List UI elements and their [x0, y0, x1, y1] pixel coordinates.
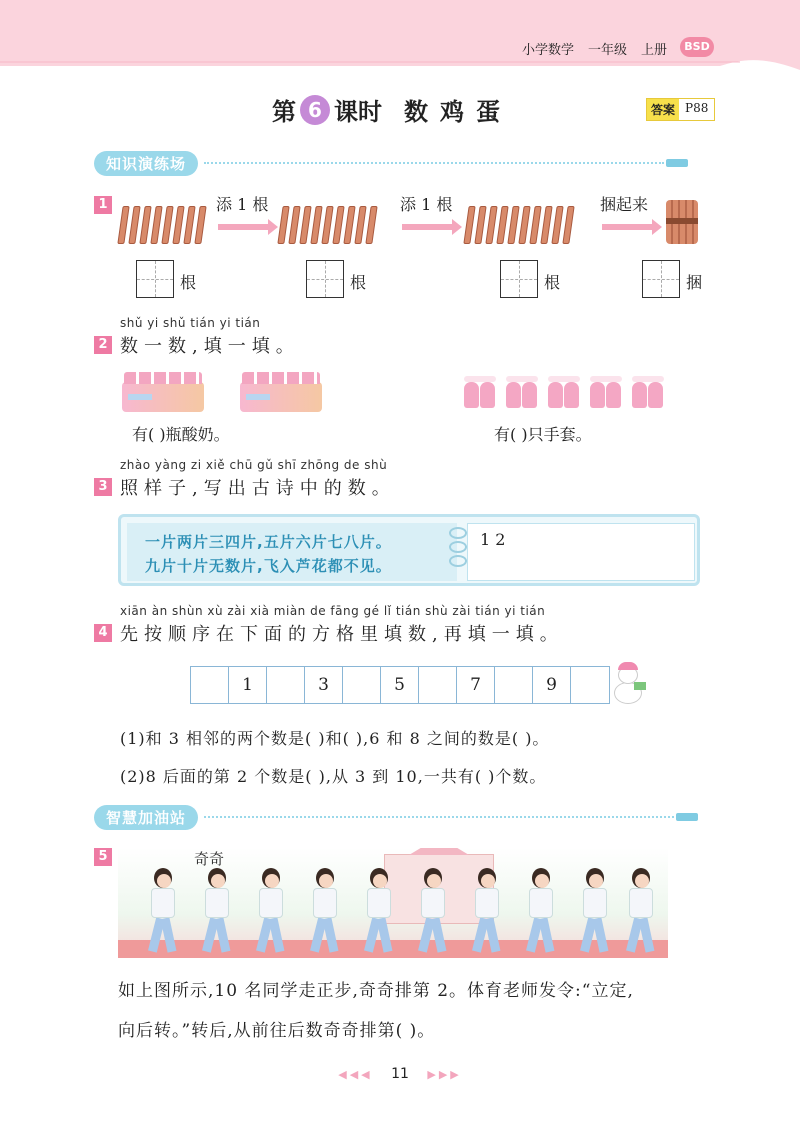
answer-page: P88 — [679, 99, 714, 120]
grid-cell: 7 — [457, 667, 495, 703]
question-number-3: 3 — [94, 478, 112, 496]
student-figure — [362, 868, 396, 956]
q5-text-line-1: 如上图所示,10 名同学走正步,奇奇排第 2。体育老师发令:“立定, — [118, 981, 634, 1001]
sticks-group-3 — [466, 206, 572, 244]
q4-text: 先按顺序在下面的方格里填数,再填一填。 — [120, 624, 564, 645]
section-practice — [94, 150, 688, 176]
student-figure — [200, 868, 234, 956]
arrow-right-icon — [602, 224, 652, 230]
poem-line-1: 一片两片三四片,五片六片七八片。 — [145, 533, 392, 551]
title-suffix: 课时 — [334, 97, 382, 126]
question-number-2: 2 — [94, 336, 112, 354]
page-footer — [0, 1066, 800, 1082]
header-info — [522, 39, 667, 58]
q1-bundle-label: 捆起来 — [600, 195, 649, 214]
lesson-name: 数鸡蛋 — [404, 97, 512, 126]
q4-subquestion-2[interactable]: (2)8 后面的第 2 个数是( ),从 3 到 10,一共有( )个数。 — [120, 767, 547, 786]
grid-cell[interactable] — [495, 667, 533, 703]
grid-cell: 1 — [229, 667, 267, 703]
answer-box-1[interactable] — [136, 260, 174, 298]
unit-label-3: 根 — [544, 273, 561, 292]
lesson-number: 6 — [300, 95, 330, 125]
student-figure — [578, 868, 612, 956]
section-bonus — [94, 804, 698, 830]
edition-badge: BSD — [680, 37, 714, 57]
answer-box-3[interactable] — [500, 260, 538, 298]
poem-example-numbers: 1 2 — [480, 530, 506, 549]
arrow-right-icon — [218, 224, 268, 230]
poem-panel — [127, 523, 457, 581]
answer-label: 答案 — [647, 99, 679, 120]
sticks-group-1 — [120, 206, 204, 244]
student-figure — [416, 868, 450, 956]
q5-text-line-2[interactable]: 向后转。”转后,从前往后数奇奇排第( )。 — [118, 1021, 436, 1041]
q2-mitten-fill[interactable]: 有( )只手套。 — [494, 425, 592, 444]
snowman-icon — [610, 662, 646, 704]
grid-cell: 5 — [381, 667, 419, 703]
q3-pinyin: zhào yàng zi xiě chū gǔ shī zhōng de shù — [120, 458, 388, 472]
yogurt-pack-icon — [122, 382, 204, 412]
grid-cell: 3 — [305, 667, 343, 703]
unit-label-1: 根 — [180, 273, 197, 292]
mitten-icon — [632, 376, 664, 410]
yogurt-pack-icon — [240, 382, 322, 412]
pen-icon — [666, 159, 688, 167]
poem-line-2: 九片十片无数片,飞入芦花都不见。 — [145, 557, 392, 575]
poem-box — [118, 514, 700, 586]
grid-cell[interactable] — [267, 667, 305, 703]
grid-cell[interactable] — [343, 667, 381, 703]
q4-pinyin: xiān àn shùn xù zài xià miàn de fāng gé lǐ tián shù zài tián yi tián — [120, 604, 546, 618]
arrow-right-icon — [402, 224, 452, 230]
grid-cell[interactable] — [419, 667, 457, 703]
mitten-icon — [464, 376, 496, 410]
unit-label-2: 根 — [350, 273, 367, 292]
lesson-title — [272, 92, 512, 127]
qiqi-label: 奇奇 — [194, 850, 225, 868]
section-bonus-label: 智慧加油站 — [94, 805, 198, 830]
question-number-5: 5 — [94, 848, 112, 866]
student-figure — [146, 868, 180, 956]
section-practice-label: 知识演练场 — [94, 151, 198, 176]
q3-text: 照样子,写出古诗中的数。 — [120, 478, 396, 499]
poem-answer-area[interactable] — [467, 523, 695, 581]
pen-icon — [676, 813, 698, 821]
footer-right-marks: ▶▶▶ — [427, 1068, 462, 1081]
grid-cell[interactable] — [191, 667, 229, 703]
section-divider — [204, 162, 664, 164]
student-figure — [524, 868, 558, 956]
sticks-group-2 — [280, 206, 375, 244]
student-figure — [470, 868, 504, 956]
mitten-icon — [590, 376, 622, 410]
mitten-icon — [548, 376, 580, 410]
stick-bundle-icon — [666, 200, 698, 244]
header-volume: 上册 — [641, 43, 668, 58]
q2-yogurt-fill[interactable]: 有( )瓶酸奶。 — [132, 425, 230, 444]
number-grid — [190, 666, 610, 704]
q2-pinyin: shǔ yi shǔ tián yi tián — [120, 316, 261, 330]
grid-cell: 9 — [533, 667, 571, 703]
mitten-icon — [506, 376, 538, 410]
page-number: 11 — [391, 1066, 409, 1082]
answer-reference[interactable] — [646, 98, 715, 121]
question-number-1: 1 — [94, 196, 112, 214]
q2-text: 数一数,填一填。 — [120, 336, 300, 357]
header-grade: 一年级 — [588, 43, 628, 58]
q1-add-label-2: 添 1 根 — [400, 195, 453, 214]
answer-box-4[interactable] — [642, 260, 680, 298]
unit-label-4: 捆 — [686, 273, 703, 292]
title-prefix: 第 — [272, 97, 296, 126]
answer-box-2[interactable] — [306, 260, 344, 298]
q4-subquestion-1[interactable]: (1)和 3 相邻的两个数是( )和( ),6 和 8 之间的数是( )。 — [120, 729, 550, 748]
student-figure — [624, 868, 658, 956]
student-figure — [254, 868, 288, 956]
student-figure — [308, 868, 342, 956]
q1-add-label-1: 添 1 根 — [216, 195, 269, 214]
grid-cell[interactable] — [571, 667, 609, 703]
header-subject: 小学数学 — [522, 43, 575, 58]
section-divider — [204, 816, 674, 818]
footer-left-marks: ◀◀◀ — [338, 1068, 373, 1081]
question-number-4: 4 — [94, 624, 112, 642]
